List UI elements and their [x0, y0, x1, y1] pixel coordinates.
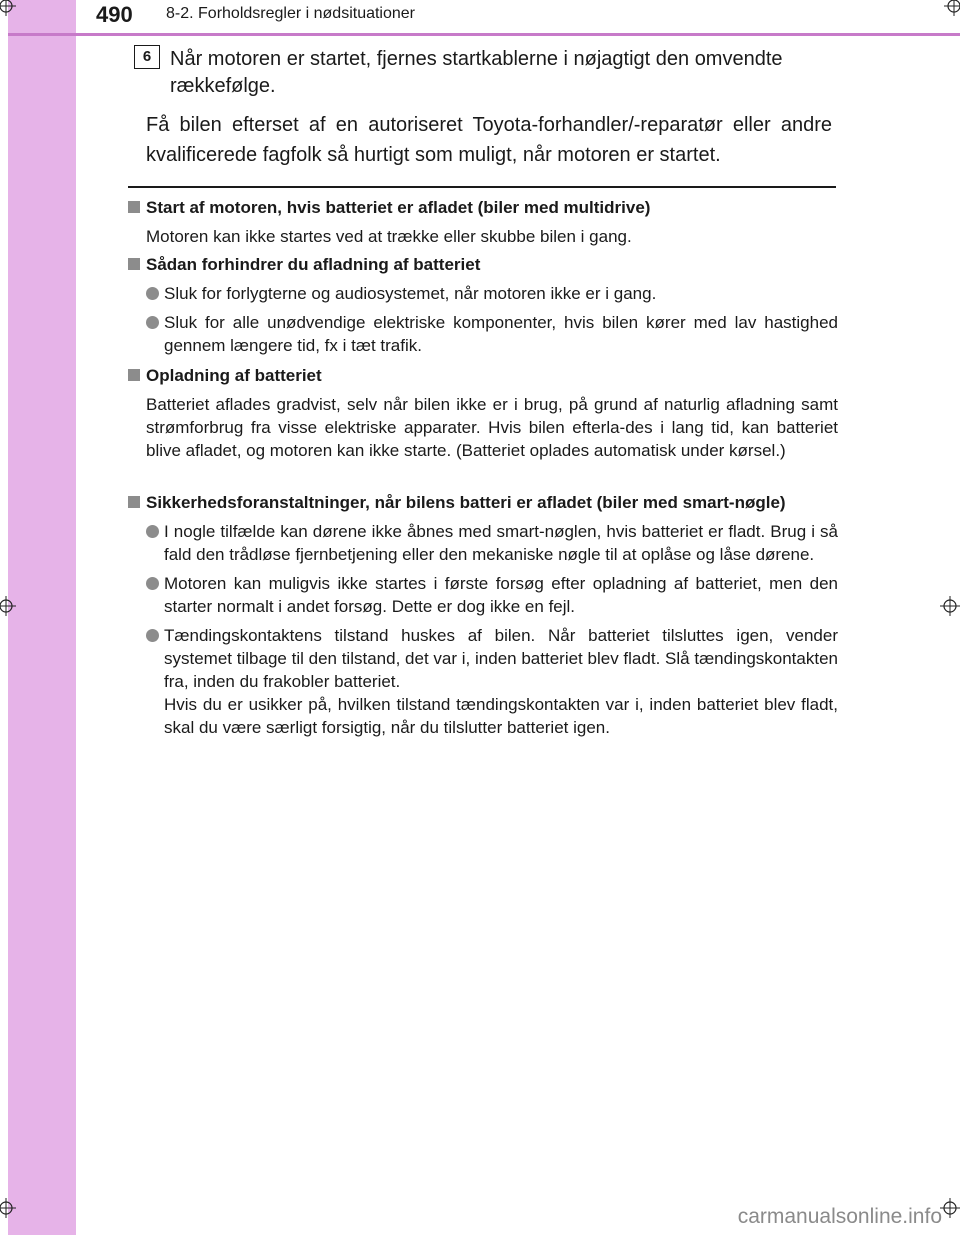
bullet-icon — [146, 316, 159, 329]
section-body: Batteriet aflades gradvist, selv når bilen ikke er i brug, på grund af naturlig afladning samt strømforbrug fra visse elektriske apparater. Hvis bilen efterla-des i lang tid, kan batteriet blive afladet, og motoren kan ikke starte. (Batteriet oplades automatisk under kørsel.) — [146, 395, 838, 460]
section-title: Sikkerhedsforanstaltninger, når bilens batteri er afladet (biler med smart-nøgle) — [128, 491, 838, 514]
list-item — [128, 520, 838, 566]
chapter-title: 8-2. Forholdsregler i nødsituationer — [166, 5, 416, 22]
bullet-icon — [146, 287, 159, 300]
crosshair-icon — [944, 0, 960, 16]
section-smart-key — [128, 491, 838, 739]
step-followup: Få bilen efterset af en autoriseret Toyota-forhandler/-reparatør eller andre kvalificerede fagfolk så hurtigt som muligt, når motoren er startet. — [146, 114, 832, 166]
section-multidrive — [128, 196, 838, 248]
bullet-text: Motoren kan muligvis ikke startes i første forsøg efter opladning af batteriet, men den starter normalt i andet forsøg. Dette er dog ikke en fejl. — [164, 574, 838, 616]
section-prevent-discharge — [128, 253, 838, 357]
bullet-text-continued: Hvis du er usikker på, hvilken tilstand tændingskontakten var i, inden batteriet blev fladt, skal du være særligt forsigtig, når du tilslutter batteriet igen. — [164, 695, 838, 737]
list-item — [128, 572, 838, 618]
list-item — [128, 311, 838, 357]
bullet-text: Tændingskontaktens tilstand huskes af bilen. Når batteriet tilsluttes igen, vender systemet tilbage til den tilstand, det var i, inden batteriet blev fladt. Slå tændingskontakten fra, inden du frakobler batteriet. — [164, 626, 838, 691]
page-number: 490 — [96, 2, 133, 27]
list-item — [128, 624, 838, 739]
watermark: carmanualsonline.info — [737, 1205, 942, 1228]
section-title: Opladning af batteriet — [128, 364, 838, 387]
section-title: Start af motoren, hvis batteriet er afladet (biler med multidrive) — [128, 196, 838, 219]
section-body: Motoren kan ikke startes ved at trække eller skubbe bilen i gang. — [146, 227, 632, 246]
chapter-sidebar-band — [8, 0, 76, 1235]
header-rule — [8, 33, 960, 36]
crosshair-icon — [0, 596, 16, 616]
bullet-icon — [146, 629, 159, 642]
section-charging — [128, 364, 838, 462]
list-item — [128, 282, 838, 305]
step-number-badge: 6 — [134, 45, 160, 69]
section-title: Sådan forhindrer du afladning af batteriet — [128, 253, 838, 276]
crosshair-icon — [0, 0, 16, 16]
bullet-text: Sluk for alle unødvendige elektriske komponenter, hvis bilen kører med lav hastighed gennem længere tid, fx i tæt trafik. — [164, 313, 838, 355]
section-divider — [128, 186, 836, 188]
bullet-icon — [146, 525, 159, 538]
crosshair-icon — [940, 1198, 960, 1218]
step-text: Når motoren er startet, fjernes startkablerne i nøjagtigt den omvendte rækkefølge. — [170, 48, 783, 97]
crosshair-icon — [940, 596, 960, 616]
bullet-text: I nogle tilfælde kan dørene ikke åbnes med smart-nøglen, hvis batteriet er fladt. Brug i så fald den trådløse fjernbetjening eller den mekaniske nøgle til at oplåse og låse dørene. — [164, 522, 838, 564]
crosshair-icon — [0, 1198, 16, 1218]
bullet-text: Sluk for forlygterne og audiosystemet, når motoren ikke er i gang. — [164, 284, 657, 303]
bullet-icon — [146, 577, 159, 590]
